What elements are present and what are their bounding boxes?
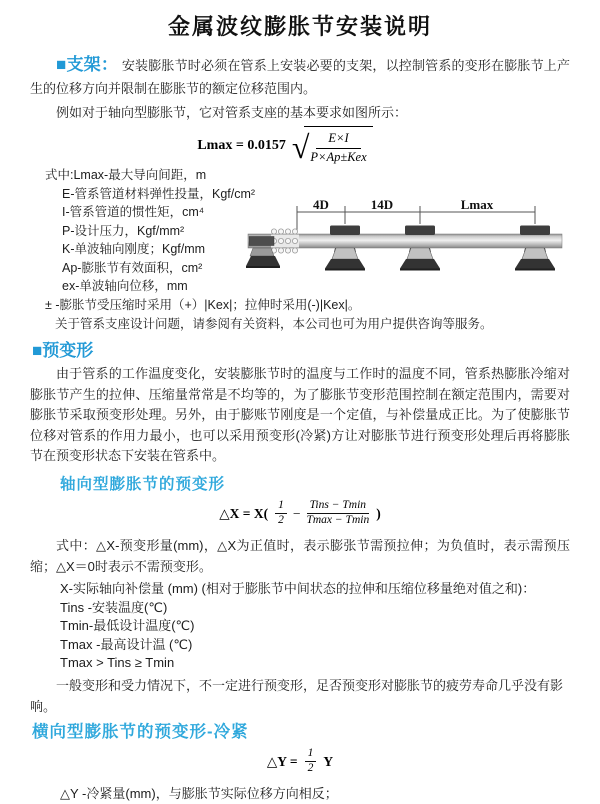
document-page [0,13,600,804]
consult-line: 关于管系支座设计问题，请参阅有关资料，本公司也可为用户提供咨询等服务。 [55,317,493,331]
formula2-operator: − [292,505,301,521]
section-bullet-icon: ■ [56,55,67,74]
bellows-icon [271,229,299,253]
variable-line: P-设计压力，Kgf/mm² [62,223,185,238]
variable-line: ex-单波轴向位移，mm [62,279,188,293]
page-title: 金属波纹膨胀节安装说明 [167,14,432,39]
temperature-fraction [306,499,369,528]
variable-line: 式中:Lmax-最大导向间距，m [45,168,207,182]
fraction-numerator: Tins − Tmin [307,499,369,514]
predeform-heading-text: 预变形 [42,341,94,360]
pipe-support-diagram [246,197,564,293]
temp-relation-line: Tmax > Tins ≥ Tmin [60,655,175,670]
variable-line: K-单波轴向刚度；Kgf/mm [62,242,206,256]
formula2-prefix: △X = X( [219,505,269,521]
guide-spacing-formula [30,129,540,163]
temp-line-tins: Tins -安装温度(℃) [60,599,168,615]
dim-label-lmax: Lmax [460,197,494,212]
fraction-numerator: 1 [305,747,317,762]
lateral-subsection-heading: 横向型膨胀节的预变形-冷紧 [32,722,249,741]
axial-predeform-formula [30,497,570,531]
fraction-numerator: 1 [275,499,287,514]
lateral-note-line: △Y -冷紧量(mm)，与膨胀节实际位移方向相反； [60,785,338,801]
x-definition-line: X-实际轴向补偿量 (mm) (相对于膨胀节中间状态的拉伸和压缩位移量绝对值之和)： [60,580,536,596]
temp-line-tmax: Tmax -最高设计温 (℃) [60,636,193,652]
variable-line: I-管系管道的惯性矩，cm⁴ [62,205,205,219]
predeform-body-paragraph: 由于管系的工作温度变化，安装膨胀节时的温度与工作时的温度不同，管系热膨胀冷缩对膨胀节产生的拉伸、压缩量常常是不均等的，为了膨胀节变形范围控制在额定范围内，需要对膨胀节采取预变形处理。另外，由于膨账节刚度是一个定值，与补偿量成正比。为了使膨胀节位移对管系的作用力最小，也可以采用预变形(冷紧)方让对膨胀节进行预变形处理后再将膨胀节在预变形状态下安装在管系中。 [30,366,570,463]
one-half-fraction [305,747,317,776]
fraction-denominator: Tmax − Tmin [306,514,370,526]
variable-line: ± -膨胀节受压缩时采用（+）|Kex|；拉伸时采用(-)|Kex|。 [45,297,361,312]
axial-subsection-heading: 轴向型膨胀节的预变形 [60,475,226,493]
lateral-coldpull-formula [30,747,570,777]
support-intro-text: 安装膨胀节时必须在管系上安装必要的支架，以控制管系的变形在膨胀节上产生的位移方向并限制在膨胀节的额定位移范围内。 [30,58,570,96]
axial-note-line: 一般变形和受力情况下，不一定进行预变形，足否预变形对膨胀节的疲劳寿命几乎没有影响。 [30,677,564,714]
fraction-denominator: 2 [307,762,314,774]
support-example-line: 例如对于轴向型膨胀节，它对管系支座的基本要求如图所示： [56,105,408,120]
sqrt-fraction [310,131,366,165]
sqrt-radicand [304,126,372,165]
formula-lhs: Lmax = 0.0157 [197,138,286,153]
support-section-heading: 支架： [66,55,119,74]
one-half-fraction [275,499,287,528]
section-bullet-icon: ■ [32,341,43,360]
axial-explain-paragraph: 式中：△X-预变形量(mm)，△X为正值时，表示膨张节需预拉伸；为负值时，表示需预压缩；△X＝0时表示不需预变形。 [30,537,570,574]
sqrt-radical-sign: √ [291,129,310,165]
dim-label-14d: 14D [370,197,394,212]
sqrt-fraction-numerator: E×I [316,131,360,149]
dim-label-4d: 4D [313,197,329,212]
support-intro-paragraph [30,53,570,100]
formula2-suffix: ) [376,505,381,521]
formula-variables-zone [30,166,570,314]
formula3-prefix: △Y = [266,753,298,769]
sqrt-fraction-denominator: P×Ap±Kex [310,150,367,164]
variable-line: E-管系管道材料弹性投量，Kgf/cm² [62,186,256,201]
predeform-section-heading [32,338,570,362]
variable-line: Ap-膨胀节有效面积，cm² [62,260,203,275]
dimension-labels [313,197,494,212]
formula3-suffix: Y [323,753,334,769]
temp-line-tmin: Tmin-最低设计温度(℃) [60,618,195,633]
fraction-denominator: 2 [278,514,284,526]
